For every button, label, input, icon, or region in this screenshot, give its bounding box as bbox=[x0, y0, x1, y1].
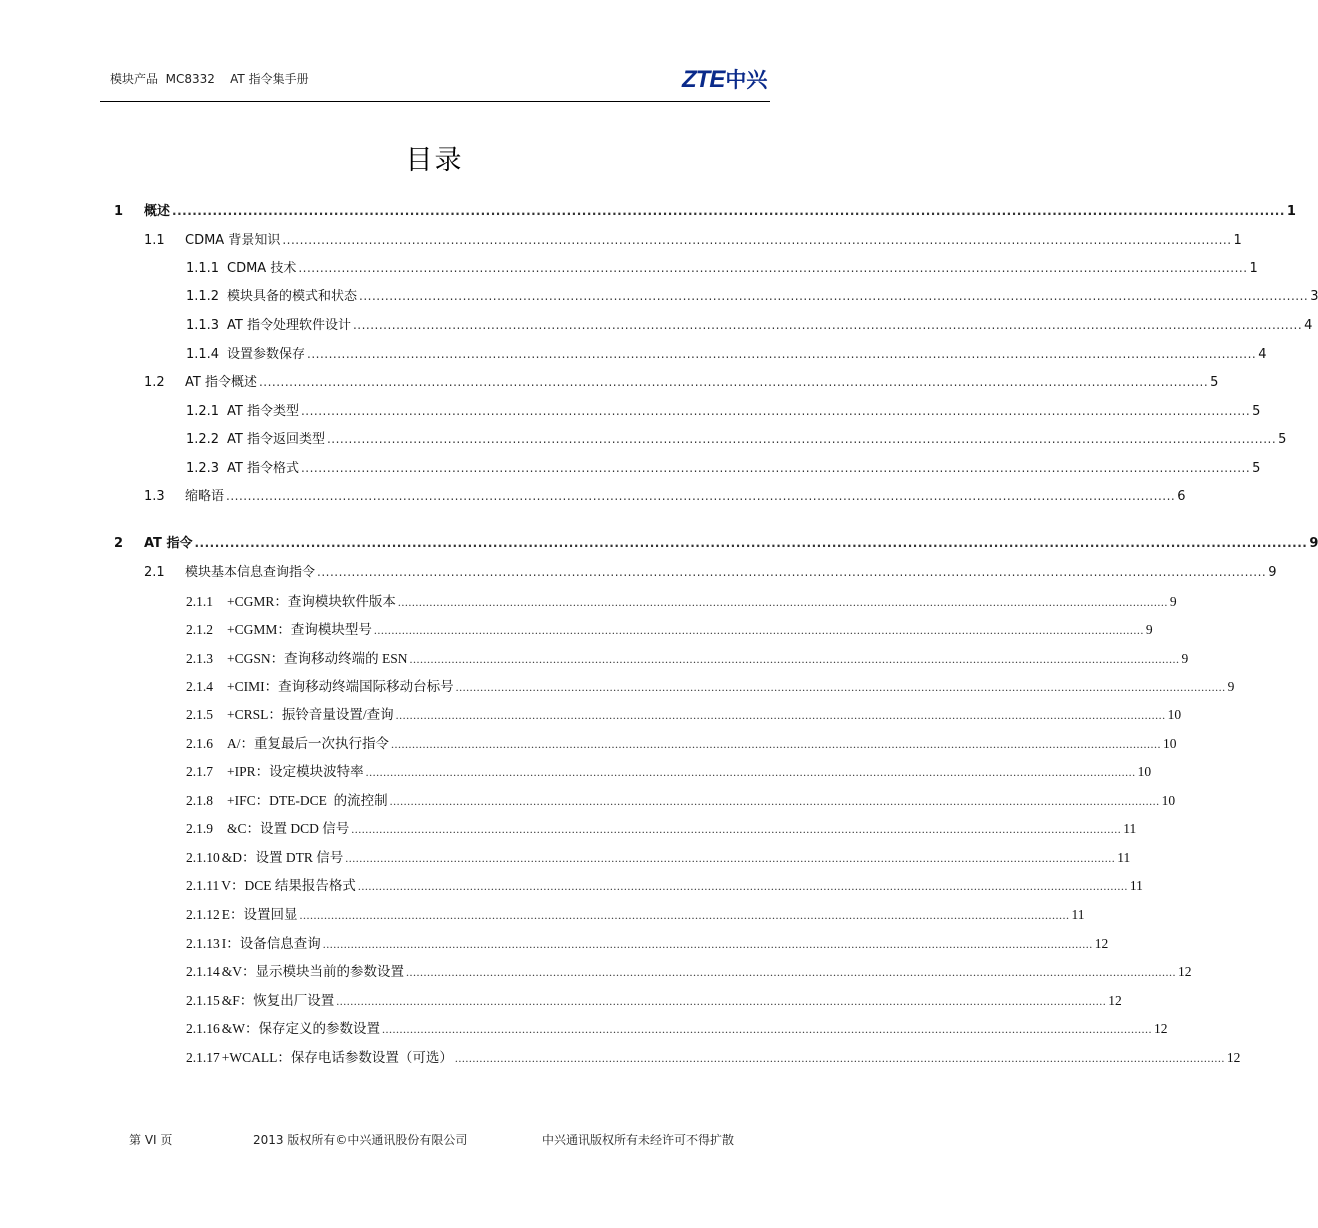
toc-entry-page: 12 bbox=[1108, 993, 1122, 1008]
toc-entry[interactable] bbox=[186, 791, 1176, 811]
toc-entry-page: 5 bbox=[1210, 375, 1219, 390]
toc-entry-page: 9 bbox=[1181, 651, 1189, 666]
toc-entry-label: AT 指令处理软件设计 bbox=[227, 318, 351, 333]
toc-entry-number: 2.1.1 bbox=[186, 594, 213, 609]
toc-entry-page: 9 bbox=[1145, 622, 1153, 637]
toc-dot-leader: ............................................................................................................................................................................................................................ bbox=[298, 261, 1248, 275]
toc-dot-leader: ............................................................................................................................................................................................................................ bbox=[389, 794, 1160, 808]
toc-entry-number: 2.1.4 bbox=[186, 679, 213, 694]
toc-entry[interactable] bbox=[186, 429, 1287, 449]
toc-entry-label: CDMA 背景知识 bbox=[185, 233, 281, 248]
toc-dot-leader: ............................................................................................................................................................................................................................ bbox=[307, 347, 1257, 361]
toc-entry-number: 1.1.4 bbox=[186, 347, 220, 362]
toc-entry[interactable] bbox=[186, 401, 1261, 421]
toc-entry-page: 10 bbox=[1163, 736, 1177, 751]
toc-entry[interactable] bbox=[114, 201, 1296, 221]
toc-dot-leader: ............................................................................................................................................................................................................................ bbox=[352, 318, 1303, 332]
toc-entry-page: 6 bbox=[1177, 489, 1186, 504]
toc-entry-number: 2.1.13 bbox=[186, 936, 220, 951]
toc-dot-leader: ............................................................................................................................................................................................................................ bbox=[258, 375, 1209, 389]
toc-dot-leader: ............................................................................................................................................................................................................................ bbox=[300, 461, 1251, 475]
toc-dot-leader: ............................................................................................................................................................................................................................ bbox=[326, 432, 1277, 446]
toc-entry[interactable] bbox=[186, 592, 1177, 612]
toc-entry-page: 11 bbox=[1129, 878, 1143, 893]
toc-entry-label: AT 指令格式 bbox=[227, 461, 299, 476]
toc-entry-label: 缩略语 bbox=[185, 489, 225, 504]
toc-dot-leader: ............................................................................................................................................................................................................................ bbox=[391, 737, 1161, 751]
toc-entry-number: 2.1.10 bbox=[186, 850, 220, 865]
toc-entry[interactable] bbox=[186, 734, 1177, 754]
toc-entry-label: +WCALL：保存电话参数设置（可选） bbox=[221, 1050, 453, 1065]
toc-dot-leader: ............................................................................................................................................................................................................................ bbox=[300, 404, 1251, 418]
toc-entry-number: 2.1.3 bbox=[186, 651, 213, 666]
toc-entry-label: &V：显示模块当前的参数设置 bbox=[221, 964, 404, 979]
toc-entry-label: AT 指令类型 bbox=[227, 404, 299, 419]
toc-entry-label: &C：设置 DCD 信号 bbox=[227, 821, 350, 836]
toc-entry-label: &F：恢复出厂设置 bbox=[221, 993, 335, 1008]
toc-entry-page: 9 bbox=[1268, 565, 1277, 580]
toc-entry-number: 1.1.1 bbox=[186, 261, 220, 276]
toc-entry-label: +CRSL：振铃音量设置/查询 bbox=[227, 707, 394, 722]
toc-entry-label: AT 指令返回类型 bbox=[227, 432, 325, 447]
toc-dot-leader: ............................................................................................................................................................................................................................ bbox=[322, 937, 1093, 951]
toc-entry-label: +CGMM：查询模块型号 bbox=[227, 622, 372, 637]
toc-entry-number: 2 bbox=[114, 536, 124, 551]
toc-dot-leader: ............................................................................................................................................................................................................................ bbox=[454, 1051, 1225, 1065]
toc-entry-label: &D：设置 DTR 信号 bbox=[221, 850, 344, 865]
toc-dot-leader: ............................................................................................................................................................................................................................ bbox=[397, 595, 1168, 609]
toc-dot-leader: ............................................................................................................................................................................................................................ bbox=[382, 1022, 1152, 1036]
toc-dot-leader: ............................................................................................................................................................................................................................ bbox=[194, 536, 1308, 550]
toc-entry-label: I：设备信息查询 bbox=[221, 936, 321, 951]
toc-entry-number: 2.1.11 bbox=[186, 878, 220, 893]
toc-entry-page: 9 bbox=[1227, 679, 1235, 694]
toc-entry-page: 12 bbox=[1226, 1050, 1241, 1065]
toc-entry[interactable] bbox=[186, 762, 1152, 782]
toc-entry-page: 4 bbox=[1304, 318, 1313, 333]
toc-dot-leader: ............................................................................................................................................................................................................................ bbox=[395, 708, 1166, 722]
toc-entry-number: 2.1.5 bbox=[186, 707, 213, 722]
toc-dot-leader: ............................................................................................................................................................................................................................ bbox=[172, 204, 1285, 218]
toc-entry[interactable] bbox=[186, 286, 1318, 306]
toc-entry-number: 2.1.15 bbox=[186, 993, 220, 1008]
toc-entry[interactable] bbox=[186, 705, 1182, 725]
toc-entry-label: +IFC：DTE-DCE 的流控制 bbox=[227, 793, 388, 808]
toc-entry[interactable] bbox=[186, 934, 1109, 954]
toc-entry-number: 1.1.2 bbox=[186, 289, 220, 304]
toc-entry-label: &W：保存定义的参数设置 bbox=[221, 1021, 380, 1036]
toc-entry[interactable] bbox=[186, 1048, 1241, 1068]
toc-dot-leader: ............................................................................................................................................................................................................................ bbox=[373, 623, 1144, 637]
toc-entry[interactable] bbox=[144, 230, 1242, 250]
toc-entry-number: 1.2.3 bbox=[186, 461, 220, 476]
toc-entry-page: 1 bbox=[1286, 204, 1296, 219]
toc-entry[interactable] bbox=[114, 533, 1318, 553]
toc-entry-page: 12 bbox=[1178, 964, 1192, 979]
toc-entry-number: 1.1 bbox=[144, 233, 165, 248]
footer-page-number: 第 VI 页 bbox=[129, 1133, 173, 1147]
toc-entry[interactable] bbox=[186, 905, 1085, 925]
toc-dot-leader: ............................................................................................................................................................................................................................ bbox=[406, 965, 1176, 979]
toc-entry[interactable] bbox=[186, 344, 1267, 364]
toc-entry-page: 12 bbox=[1094, 936, 1109, 951]
toc-dot-leader: ............................................................................................................................................................................................................................ bbox=[359, 289, 1309, 303]
logo-cjk-text: 中兴 bbox=[725, 68, 768, 92]
logo-latin-text: ZTE bbox=[682, 66, 725, 93]
toc-entry[interactable] bbox=[186, 458, 1261, 478]
toc-dot-leader: ............................................................................................................................................................................................................................ bbox=[299, 908, 1070, 922]
toc-dot-leader: ............................................................................................................................................................................................................................ bbox=[336, 994, 1107, 1008]
toc-entry-page: 10 bbox=[1137, 764, 1152, 779]
toc-entry[interactable] bbox=[186, 649, 1189, 669]
toc-title: 目录 bbox=[405, 145, 464, 176]
toc-dot-leader: ............................................................................................................................................................................................................................ bbox=[455, 680, 1226, 694]
toc-entry-page: 10 bbox=[1167, 707, 1182, 722]
toc-entry-label: +CGMR：查询模块软件版本 bbox=[227, 594, 396, 609]
toc-entry-page: 3 bbox=[1310, 289, 1318, 304]
toc-entry-number: 1.2.2 bbox=[186, 432, 220, 447]
toc-entry-page: 4 bbox=[1258, 347, 1267, 362]
toc-entry[interactable] bbox=[186, 677, 1235, 697]
toc-entry-label: 概述 bbox=[144, 204, 171, 219]
toc-dot-leader: ............................................................................................................................................................................................................................ bbox=[351, 822, 1122, 836]
toc-entry-number: 1.2.1 bbox=[186, 404, 220, 419]
toc-entry-number: 2.1.6 bbox=[186, 736, 213, 751]
toc-dot-leader: ............................................................................................................................................................................................................................ bbox=[357, 879, 1128, 893]
toc-entry-page: 5 bbox=[1278, 432, 1287, 447]
toc-entry-label: E：设置回显 bbox=[221, 907, 298, 922]
toc-dot-leader: ............................................................................................................................................................................................................................ bbox=[365, 765, 1136, 779]
toc-entry[interactable] bbox=[186, 315, 1313, 335]
toc-entry[interactable] bbox=[186, 819, 1137, 839]
toc-entry-page: 1 bbox=[1233, 233, 1242, 248]
toc-entry-label: 模块基本信息查询指令 bbox=[185, 565, 316, 580]
toc-entry-label: CDMA 技术 bbox=[227, 261, 297, 276]
toc-entry-page: 11 bbox=[1123, 821, 1137, 836]
toc-entry-page: 11 bbox=[1071, 907, 1085, 922]
toc-entry-number: 2.1.12 bbox=[186, 907, 220, 922]
toc-entry[interactable] bbox=[186, 258, 1258, 278]
toc-entry-number: 1.1.3 bbox=[186, 318, 220, 333]
toc-entry-number: 2.1.2 bbox=[186, 622, 213, 637]
toc-entry-label: A/：重复最后一次执行指令 bbox=[227, 736, 389, 751]
toc-entry-label: +IPR：设定模块波特率 bbox=[227, 764, 364, 779]
header-title: 模块产品 MC8332 AT 指令集手册 bbox=[110, 72, 309, 86]
toc-entry-page: 10 bbox=[1161, 793, 1176, 808]
toc-entry-number: 2.1.17 bbox=[186, 1050, 220, 1065]
toc-entry-page: 12 bbox=[1154, 1021, 1168, 1036]
toc-entry-number: 1.2 bbox=[144, 375, 165, 390]
toc-entry-number: 2.1.8 bbox=[186, 793, 213, 808]
toc-dot-leader: ............................................................................................................................................................................................................................ bbox=[317, 565, 1267, 579]
toc-entry-label: +CIMI：查询移动终端国际移动台标号 bbox=[227, 679, 454, 694]
toc-entry-label: 模块具备的模式和状态 bbox=[227, 289, 358, 304]
toc-dot-leader: ............................................................................................................................................................................................................................ bbox=[345, 851, 1116, 865]
toc-dot-leader: ............................................................................................................................................................................................................................ bbox=[282, 233, 1232, 247]
footer-copyright: 2013 版权所有©中兴通讯股份有限公司 bbox=[253, 1133, 468, 1147]
toc-entry-page: 9 bbox=[1309, 536, 1318, 551]
toc-entry[interactable] bbox=[186, 1019, 1168, 1039]
toc-entry-page: 1 bbox=[1249, 261, 1258, 276]
toc-entry-label: V：DCE 结果报告格式 bbox=[221, 878, 356, 893]
toc-entry-page: 5 bbox=[1252, 404, 1261, 419]
toc-entry[interactable] bbox=[144, 562, 1277, 582]
toc-dot-leader: ............................................................................................................................................................................................................................ bbox=[226, 489, 1176, 503]
toc-entry[interactable] bbox=[186, 876, 1143, 896]
toc-dot-leader: ............................................................................................................................................................................................................................ bbox=[409, 652, 1180, 666]
toc-entry[interactable] bbox=[186, 991, 1122, 1011]
toc-entry-page: 5 bbox=[1252, 461, 1261, 476]
toc-entry[interactable] bbox=[144, 372, 1219, 392]
toc-entry-number: 2.1.16 bbox=[186, 1021, 220, 1036]
toc-entry-number: 1 bbox=[114, 204, 124, 219]
toc-entry-number: 2.1.14 bbox=[186, 964, 220, 979]
footer-notice: 中兴通讯版权所有未经许可不得扩散 bbox=[542, 1133, 735, 1147]
toc-entry[interactable] bbox=[186, 848, 1131, 868]
toc-entry[interactable] bbox=[186, 620, 1153, 640]
toc-entry-label: AT 指令 bbox=[144, 536, 193, 551]
toc-entry-label: +CGSN：查询移动终端的 ESN bbox=[227, 651, 408, 666]
toc-entry-label: AT 指令概述 bbox=[185, 375, 257, 390]
toc-entry-label: 设置参数保存 bbox=[227, 347, 306, 362]
toc-entry-number: 1.3 bbox=[144, 489, 165, 504]
toc-entry[interactable] bbox=[186, 962, 1192, 982]
toc-entry[interactable] bbox=[144, 486, 1186, 506]
toc-entry-number: 2.1.7 bbox=[186, 764, 213, 779]
toc-entry-number: 2.1 bbox=[144, 565, 165, 580]
toc-entry-page: 9 bbox=[1169, 594, 1177, 609]
toc-entry-page: 11 bbox=[1117, 850, 1131, 865]
toc-entry-number: 2.1.9 bbox=[186, 821, 213, 836]
